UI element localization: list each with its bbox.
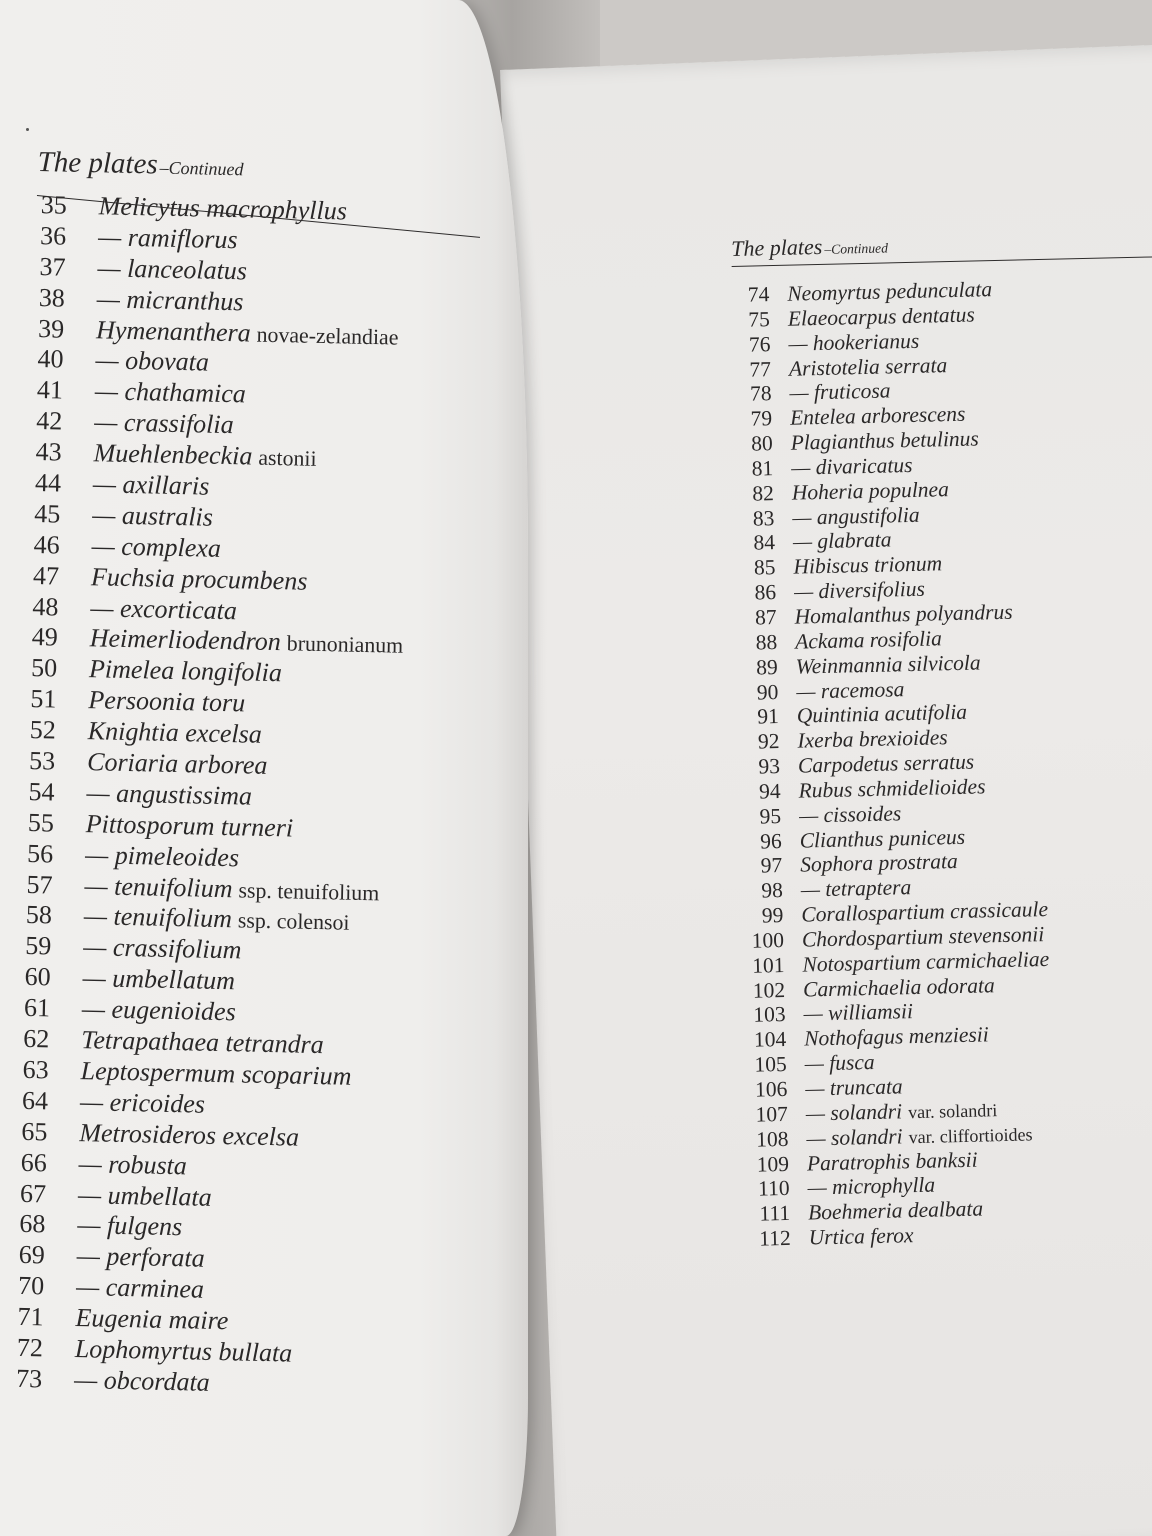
plate-species-name: Hibiscus trionum <box>793 551 943 579</box>
plate-species-name: Plagianthus betulinus <box>790 426 980 455</box>
plate-name-suffix: astonii <box>258 445 317 472</box>
plate-number: 92 <box>757 729 780 754</box>
plate-species-name: Elaeocarpus dentatus <box>787 302 975 331</box>
plate-number: 77 <box>749 356 772 382</box>
plate-number: 101 <box>751 952 785 978</box>
plate-species-name: Melicytus macrophyllus <box>98 191 348 226</box>
plate-number: 61 <box>23 993 51 1023</box>
plate-number: 78 <box>749 381 772 406</box>
plate-species-name: — umbellata <box>77 1179 212 1212</box>
plate-name-suffix: ssp. colensoi <box>237 908 350 936</box>
plate-number: 103 <box>753 1002 786 1028</box>
plate-species-name: — solandri <box>806 1124 903 1151</box>
plate-number: 59 <box>24 931 52 961</box>
plate-number: 96 <box>759 828 782 854</box>
plate-species-name: — microphylla <box>807 1172 936 1200</box>
plate-species-name: — cissoides <box>798 801 902 828</box>
plate-number: 94 <box>758 778 781 804</box>
plate-number: 40 <box>37 344 64 375</box>
plate-number: 99 <box>761 903 784 928</box>
plate-species-name: Corallospartium crassicaule <box>801 897 1049 927</box>
plate-species-name: Nothofagus menziesii <box>803 1022 989 1051</box>
plate-species-name: — tetraptera <box>800 875 912 902</box>
plate-species-name: Tetrapathaea tetrandra <box>81 1025 325 1060</box>
plate-species-name: Chordospartium stevensonii <box>801 922 1045 952</box>
plate-number: 82 <box>752 480 775 506</box>
plate-species-name: — crassifolia <box>93 407 234 440</box>
plate-species-name: Neomyrtus pedunculata <box>787 277 993 306</box>
plate-name-suffix: var. solandri <box>907 1100 998 1123</box>
plate-number: 104 <box>753 1027 787 1052</box>
plate-number: 98 <box>761 878 784 903</box>
plate-number: 106 <box>754 1076 788 1102</box>
plate-number: 109 <box>756 1151 790 1177</box>
plate-species-name: Hoheria populnea <box>791 476 950 505</box>
plate-species-name: Muehlenbeckia <box>93 438 253 471</box>
plate-species-name: — solandri <box>805 1099 903 1126</box>
plate-species-name: — micranthus <box>96 283 244 317</box>
right-heading-title: The plates <box>730 233 823 261</box>
plate-species-name: Weinmannia silvicola <box>795 650 981 679</box>
plate-species-name: — williamsii <box>803 999 914 1027</box>
plate-species-name: Eugenia maire <box>75 1303 229 1336</box>
plate-species-name: — australis <box>92 500 214 532</box>
plate-number: 100 <box>751 927 785 953</box>
plate-species-name: Fuchsia procumbens <box>90 561 308 596</box>
plate-number: 72 <box>16 1332 44 1363</box>
plate-species-name: — crassifolium <box>82 932 242 965</box>
plate-species-name: — glabrata <box>792 527 892 555</box>
plate-species-name: — robusta <box>78 1148 188 1180</box>
plate-species-name: — perforata <box>76 1241 205 1274</box>
plate-number: 48 <box>32 591 59 622</box>
plate-number: 84 <box>753 530 776 556</box>
plate-number: 91 <box>757 704 780 729</box>
plate-number: 73 <box>15 1363 43 1394</box>
plate-number: 63 <box>22 1054 49 1085</box>
plate-species-name: Pimelea longifolia <box>88 654 283 688</box>
plate-number: 57 <box>26 869 53 900</box>
plate-number: 47 <box>32 560 60 591</box>
plate-species-name: — axillaris <box>92 469 210 501</box>
plate-number: 74 <box>747 282 770 307</box>
plate-species-name: — fulgens <box>77 1210 183 1242</box>
plate-number: 66 <box>20 1147 48 1178</box>
plate-number: 50 <box>30 653 58 683</box>
plate-species-name: — eugenioides <box>81 994 237 1027</box>
plate-number: 54 <box>28 776 55 807</box>
plate-number: 83 <box>752 505 775 531</box>
plate-species-name: — obovata <box>95 345 210 378</box>
plate-species-name: — ericoides <box>79 1086 206 1119</box>
plate-name-suffix: ssp. tenuifolium <box>238 877 380 905</box>
plate-species-name: Carmichaelia odorata <box>802 972 996 1002</box>
plate-number: 64 <box>21 1085 49 1116</box>
plate-number: 41 <box>36 375 64 405</box>
plate-species-name: Clianthus puniceus <box>799 824 966 853</box>
plate-number: 46 <box>33 529 60 560</box>
left-heading-suffix: –Continued <box>159 157 244 180</box>
plate-number: 79 <box>750 406 773 431</box>
plate-species-name: — tenuifolium <box>83 901 233 934</box>
left-plate-list <box>12 190 497 1404</box>
plate-number: 39 <box>37 313 65 344</box>
plate-species-name: Heimerliodendron <box>89 623 282 657</box>
plate-number: 55 <box>27 807 55 838</box>
plate-number: 81 <box>751 456 774 481</box>
plate-number: 68 <box>19 1209 46 1239</box>
plate-number: 71 <box>17 1301 44 1332</box>
plate-number: 87 <box>754 605 777 630</box>
plate-number: 49 <box>31 622 59 652</box>
plate-species-name: Ixerba brexioides <box>797 725 948 753</box>
plate-species-name: — divaricatus <box>790 452 913 480</box>
plate-species-name: Rubus schmidelioides <box>798 774 986 803</box>
plate-species-name: Leptospermum scoparium <box>80 1056 352 1091</box>
plate-number: 58 <box>25 900 53 930</box>
left-heading-title: The plates <box>37 146 159 181</box>
plate-species-name: — fusca <box>804 1050 875 1076</box>
plate-number: 38 <box>38 282 66 313</box>
plate-species-name: Lophomyrtus bullata <box>74 1333 293 1368</box>
plate-name-suffix: novae-zelandiae <box>256 322 399 350</box>
plate-number: 97 <box>760 853 783 878</box>
plate-species-name: — chathamica <box>94 376 247 409</box>
page-speck <box>26 128 29 131</box>
plate-species-name: — angustissima <box>86 778 253 811</box>
left-page-content <box>12 148 498 1404</box>
plate-name-suffix: var. cliffortioides <box>908 1124 1033 1147</box>
plate-number: 51 <box>30 684 57 714</box>
plate-number: 107 <box>755 1101 789 1127</box>
plate-number: 80 <box>750 431 773 456</box>
plate-species-name: Homalanthus polyandrus <box>794 599 1013 629</box>
right-plate-list <box>732 273 1152 1251</box>
plate-number: 37 <box>39 251 66 282</box>
plate-number: 36 <box>39 220 67 251</box>
plate-species-name: — umbellatum <box>82 963 236 996</box>
plate-species-name: Quintinia acutifolia <box>796 700 968 728</box>
plate-number: 65 <box>21 1116 48 1147</box>
plate-number: 111 <box>759 1201 791 1226</box>
plate-species-name: Knightia excelsa <box>87 716 263 749</box>
plate-number: 43 <box>35 437 62 467</box>
plate-number: 95 <box>759 803 782 829</box>
plate-species-name: Persoonia toru <box>88 685 246 718</box>
plate-number: 88 <box>755 629 778 655</box>
right-page-content <box>731 228 1152 1251</box>
plate-species-name: — truncata <box>805 1074 903 1101</box>
plate-species-name: Pittosporum turneri <box>85 808 294 843</box>
plate-number: 85 <box>753 555 776 580</box>
plate-species-name: — complexa <box>91 531 222 563</box>
plate-species-name: Coriaria arborea <box>86 747 268 780</box>
plate-species-name: Ackama rosifolia <box>794 626 943 654</box>
plate-species-name: Paratrophis banksii <box>806 1147 978 1176</box>
plate-species-name: — racemosa <box>796 676 905 704</box>
plate-number: 62 <box>23 1023 50 1054</box>
plate-number: 56 <box>26 838 54 869</box>
plate-number: 35 <box>40 190 68 220</box>
plate-number: 112 <box>758 1225 791 1251</box>
plate-number: 75 <box>748 306 771 332</box>
plate-number: 52 <box>29 715 57 745</box>
plate-species-name: Boehmeria dealbata <box>807 1196 984 1225</box>
plate-species-name: — pimeleoides <box>84 839 240 873</box>
plate-number: 76 <box>748 331 771 357</box>
plate-species-name: — fruticosa <box>789 378 891 406</box>
plate-number: 105 <box>754 1052 788 1077</box>
plate-species-name: — hookerianus <box>788 328 920 356</box>
plate-species-name: Urtica ferox <box>808 1223 914 1250</box>
plate-species-name: — diversifolius <box>793 576 926 604</box>
plate-species-name: — tenuifolium <box>84 870 233 903</box>
plate-species-name: — carminea <box>75 1272 205 1304</box>
plate-species-name: Carpodetus serratus <box>797 749 975 778</box>
plate-species-name: Aristotelia serrata <box>788 352 948 381</box>
plate-number: 70 <box>17 1271 45 1301</box>
plate-species-name: — angustifolia <box>792 502 920 530</box>
plate-number: 53 <box>28 745 56 776</box>
plate-name-suffix: brunonianum <box>286 631 404 659</box>
plate-number: 86 <box>754 580 777 605</box>
plate-number: 44 <box>34 468 62 498</box>
plate-species-name: Sophora prostrata <box>799 849 958 877</box>
plate-number: 89 <box>755 654 779 680</box>
plate-number: 102 <box>752 977 786 1003</box>
plate-number: 42 <box>35 406 63 436</box>
plate-number: 69 <box>18 1240 46 1270</box>
plate-number: 90 <box>756 679 779 705</box>
plate-species-name: — lanceolatus <box>97 253 248 286</box>
plate-number: 60 <box>24 962 51 992</box>
right-heading-suffix: –Continued <box>824 240 889 257</box>
plate-number: 110 <box>757 1176 790 1202</box>
plate-species-name: — ramiflorus <box>97 222 238 255</box>
plate-number: 108 <box>755 1126 789 1152</box>
plate-number: 93 <box>758 754 781 779</box>
plate-species-name: — obcordata <box>73 1364 211 1397</box>
plate-species-name: Entelea arborescens <box>789 401 966 430</box>
plate-species-name: Metrosideros excelsa <box>79 1117 300 1152</box>
plate-number: 45 <box>34 498 61 529</box>
plate-species-name: Notospartium carmichaeliae <box>802 946 1050 977</box>
plate-number: 67 <box>19 1178 47 1208</box>
plate-species-name: Hymenanthera <box>95 314 252 348</box>
plate-species-name: — excorticata <box>90 592 238 625</box>
